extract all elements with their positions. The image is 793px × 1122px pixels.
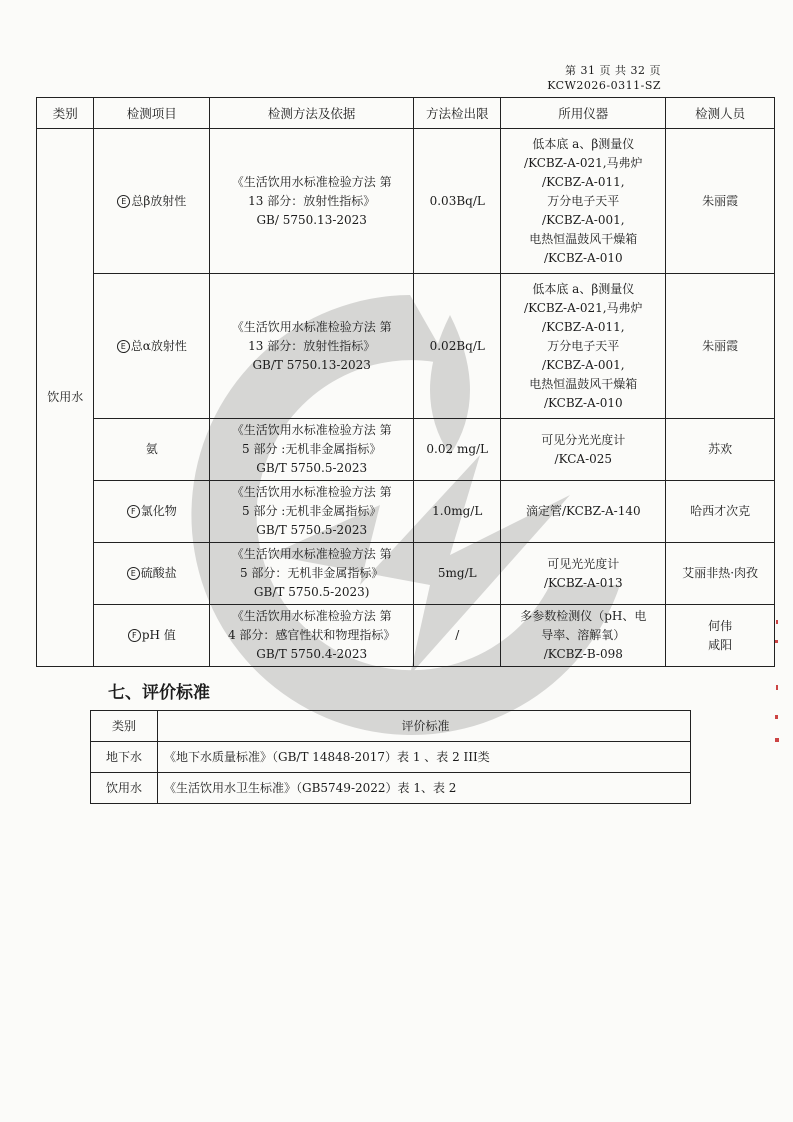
item-label: 硫酸盐 (140, 566, 177, 580)
table-row (37, 274, 775, 419)
limit-cell: 1.0mg/L (414, 481, 501, 543)
instrument-cell-line: /KCBZ-A-011, (542, 319, 625, 334)
limit-cell: 5mg/L (414, 543, 501, 605)
method-cell-line: 5 部分 :无机非金属指标》 (242, 442, 382, 456)
instrument-cell-line: 低本底 a、β测量仪 (532, 281, 635, 296)
evaluation-standards-table (90, 710, 691, 804)
col-category: 类别 (37, 98, 94, 129)
method-cell (210, 543, 414, 605)
method-cell-line: GB/T 5750.13-2023 (252, 357, 371, 372)
method-cell-line: 5 部分：无机非金属指标》 (239, 566, 384, 580)
instrument-cell-line: /KCBZ-A-021,马弗炉 (524, 155, 643, 170)
method-cell-line: 《生活饮用水标准检验方法 第 (231, 609, 392, 623)
instrument-cell (501, 274, 666, 419)
method-cell-line: 《生活饮用水标准检验方法 第 (231, 547, 392, 561)
person-cell (666, 419, 775, 481)
method-cell (210, 419, 414, 481)
instrument-cell-line: 电热恒温鼓风干燥箱 (529, 231, 638, 246)
instrument-cell-line: /KCBZ-A-010 (543, 250, 623, 265)
method-cell-line: 13 部分：放射性指标》 (248, 193, 376, 208)
col-instrument: 所用仪器 (501, 98, 666, 129)
person-cell (666, 543, 775, 605)
method-cell-line: 4 部分：感官性状和物理指标》 (227, 628, 396, 642)
limit-cell: 0.02Bq/L (414, 274, 501, 419)
instrument-cell-line: /KCBZ-A-010 (543, 395, 623, 410)
method-cell-line: GB/ 5750.13-2023 (256, 212, 367, 227)
method-cell (210, 129, 414, 274)
circled-mark-icon: E (117, 195, 130, 208)
col-standard: 评价标准 (158, 711, 691, 742)
circled-mark-icon: F (127, 505, 140, 518)
person-cell (666, 274, 775, 419)
table-header-row (37, 98, 775, 129)
instrument-cell-line: 滴定管/KCBZ-A-140 (525, 504, 641, 518)
person-cell-line: 朱丽霞 (702, 193, 739, 208)
instrument-cell (501, 129, 666, 274)
eval-category: 地下水 (91, 742, 158, 773)
detection-methods-table (36, 97, 775, 667)
table-row (37, 543, 775, 605)
circled-mark-icon: F (128, 629, 141, 642)
instrument-cell-line: /KCA-025 (554, 451, 613, 466)
method-cell-line: GB/T 5750.5-2023) (253, 585, 370, 599)
table-row (91, 773, 691, 804)
method-cell-line: GB/T 5750.5-2023 (256, 523, 368, 537)
instrument-cell-line: 万分电子天平 (547, 193, 620, 208)
instrument-cell-line: 万分电子天平 (547, 338, 620, 353)
circled-mark-icon: E (127, 567, 140, 580)
margin-stamp-marks (773, 620, 781, 760)
instrument-cell (501, 605, 666, 667)
method-cell (210, 481, 414, 543)
limit-cell: 0.03Bq/L (414, 129, 501, 274)
instrument-cell (501, 419, 666, 481)
person-cell-line: 朱丽霞 (702, 338, 739, 353)
col-limit: 方法检出限 (414, 98, 501, 129)
instrument-cell-line: 多参数检测仪（pH、电 (520, 609, 647, 623)
page-info: 第 31 页 共 32 页 (565, 64, 661, 77)
method-cell-line: 13 部分：放射性指标》 (248, 338, 376, 353)
item-cell (94, 481, 210, 543)
col-person: 检测人员 (666, 98, 775, 129)
instrument-cell-line: 导率、溶解氧） (541, 628, 626, 642)
eval-category: 饮用水 (91, 773, 158, 804)
instrument-cell-line: /KCBZ-A-021,马弗炉 (524, 300, 643, 315)
instrument-cell-line: 可见光光度计 (547, 556, 620, 571)
person-cell (666, 605, 775, 667)
method-cell-line: 《生活饮用水标准检验方法 第 (231, 485, 392, 499)
item-cell (94, 543, 210, 605)
person-cell-line: 哈西才次克 (690, 504, 751, 518)
eval-standard: 《生活饮用水卫生标准》（GB5749-2022）表 1、表 2 (158, 773, 691, 804)
instrument-cell-line: 低本底 a、β测量仪 (532, 136, 635, 151)
instrument-cell (501, 481, 666, 543)
table-row (37, 481, 775, 543)
instrument-cell-line: /KCBZ-A-011, (542, 174, 625, 189)
table-header-row (91, 711, 691, 742)
method-cell (210, 605, 414, 667)
table-row (91, 742, 691, 773)
person-cell (666, 481, 775, 543)
person-cell-line: 何伟 (708, 618, 733, 633)
instrument-cell-line: 电热恒温鼓风干燥箱 (529, 376, 638, 391)
instrument-cell-line: /KCBZ-A-001, (542, 212, 625, 227)
col-method: 检测方法及依据 (210, 98, 414, 129)
eval-standard: 《地下水质量标准》（GB/T 14848-2017）表 1 、表 2 III类 (158, 742, 691, 773)
item-label: 总β放射性 (131, 193, 187, 208)
person-cell-line: 咸阳 (708, 637, 733, 652)
category-cell: 饮用水 (37, 129, 94, 667)
item-label: 氨 (145, 442, 158, 456)
circled-mark-icon: E (117, 340, 130, 353)
method-cell-line: GB/T 5750.5-2023 (256, 461, 368, 475)
instrument-cell-line: /KCBZ-B-098 (543, 647, 623, 661)
person-cell-line: 艾丽非热·肉孜 (682, 566, 759, 580)
method-cell-line: 5 部分 :无机非金属指标》 (242, 504, 382, 518)
col-category: 类别 (91, 711, 158, 742)
method-cell-line: 《生活饮用水标准检验方法 第 (231, 423, 392, 437)
method-cell-line: 《生活饮用水标准检验方法 第 (231, 319, 392, 334)
table-row (37, 605, 775, 667)
report-number: KCW2026-0311-SZ (547, 79, 661, 92)
item-label: pH 值 (141, 628, 176, 642)
instrument-cell (501, 543, 666, 605)
limit-cell: / (414, 605, 501, 667)
table-row (37, 129, 775, 274)
item-cell (94, 274, 210, 419)
person-cell-line: 苏欢 (708, 442, 733, 456)
section-title: 七、评价标准 (108, 683, 210, 703)
instrument-cell-line: /KCBZ-A-001, (542, 357, 625, 372)
item-label: 总α放射性 (130, 338, 187, 353)
col-item: 检测项目 (94, 98, 210, 129)
method-cell-line: 《生活饮用水标准检验方法 第 (231, 174, 392, 189)
limit-cell: 0.02 mg/L (414, 419, 501, 481)
method-cell (210, 274, 414, 419)
instrument-cell-line: /KCBZ-A-013 (543, 575, 623, 590)
item-cell (94, 605, 210, 667)
table-row (37, 419, 775, 481)
item-cell (94, 129, 210, 274)
item-label: 氯化物 (140, 504, 177, 518)
person-cell (666, 129, 775, 274)
method-cell-line: GB/T 5750.4-2023 (256, 647, 368, 661)
item-cell (94, 419, 210, 481)
instrument-cell-line: 可见分光光度计 (541, 432, 626, 447)
